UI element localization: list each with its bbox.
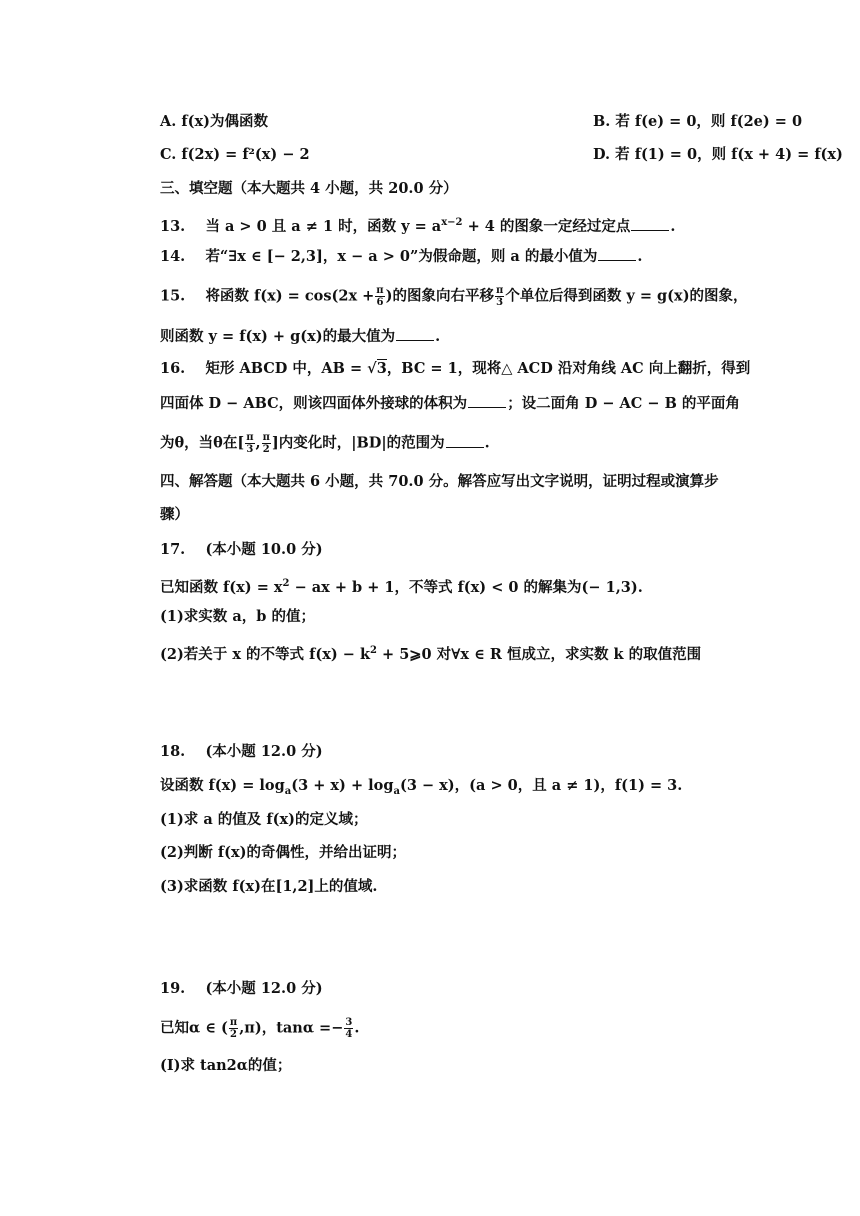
period: . <box>354 1019 360 1037</box>
log-base: a <box>284 785 292 797</box>
question-number: 13. <box>160 217 186 235</box>
q12-options-row-2 <box>160 145 843 165</box>
answer-blank <box>631 216 669 231</box>
comma: , <box>255 434 261 452</box>
score-label: (本小题 12.0 分) <box>205 980 323 997</box>
question-text: ，BC = 1，现将△ ACD 沿对角线 AC 向上翻折，得到 <box>386 360 751 377</box>
question-17-header <box>160 540 740 560</box>
question-number: 18. <box>160 743 186 760</box>
q12-options-row-1 <box>160 112 803 132</box>
section-4-heading: 四、解答题（本大题共 6 小题，共 70.0 分。解答应写出文字说明，证明过程或演算步 <box>160 473 719 490</box>
question-18-header <box>160 742 740 762</box>
question-18-stem <box>160 776 740 802</box>
question-text: − ax + b + 1，不等式 f(x) < 0 的解集为(− 1,3). <box>289 578 643 596</box>
question-number: 15. <box>160 287 186 305</box>
question-text: ；设二面角 D − AC − B 的平面角 <box>507 395 740 412</box>
exponent: 2 <box>282 578 290 589</box>
question-number: 19. <box>160 980 186 997</box>
question-text: (2)若关于 x 的不等式 f(x) − k <box>160 645 370 663</box>
period: . <box>670 217 676 235</box>
question-15-line-2 <box>160 326 740 347</box>
period: . <box>637 248 643 265</box>
question-16 <box>160 359 751 379</box>
question-13 <box>160 213 740 237</box>
period: . <box>435 328 441 345</box>
question-text: 当 a > 0 且 a ≠ 1 时，函数 y = a <box>205 217 442 235</box>
fraction-pi-6: $\frac{\pi}{6}$ <box>376 285 384 308</box>
exponent: x−2 <box>441 217 463 228</box>
option-b: B. 若 f(e) = 0，则 f(2e) = 0 <box>593 113 803 130</box>
answer-blank <box>468 393 506 408</box>
question-text: 已知函数 f(x) = x <box>160 578 283 596</box>
fraction-pi-2: $\frac{\pi}{2}$ <box>262 432 270 455</box>
fraction-pi-2: $\frac{\pi}{2}$ <box>229 1017 238 1040</box>
exponent: 2 <box>370 645 377 656</box>
answer-blank <box>598 246 636 261</box>
option-c: C. f(2x) = f²(x) − 2 <box>160 146 310 163</box>
question-text: 为θ，当θ在[ <box>160 434 245 452</box>
question-19-part-1: (Ⅰ)求 tan2α的值； <box>160 1057 292 1074</box>
question-17-part-2 <box>160 641 740 665</box>
question-text: + 5⩾0 对∀x ∈ R 恒成立，求实数 k 的取值范围 <box>376 645 702 663</box>
score-label: (本小题 12.0 分) <box>205 743 323 760</box>
answer-blank <box>396 326 434 341</box>
question-text: (3 + x) + log <box>291 777 394 794</box>
fraction-pi-3: $\frac{\pi}{3}$ <box>246 432 254 455</box>
question-text: ,π)，tanα =− <box>239 1019 344 1037</box>
question-text: 设函数 f(x) = log <box>160 777 285 794</box>
question-text: )的图象向右平移 <box>385 287 494 305</box>
fraction-3-4: $\frac{3}{4}$ <box>345 1017 353 1040</box>
question-19-stem <box>160 1017 740 1040</box>
question-number: 17. <box>160 541 186 558</box>
score-label: (本小题 10.0 分) <box>205 541 323 558</box>
option-d: D. 若 f(1) = 0，则 f(x + 4) = f(x) <box>593 146 843 163</box>
section-4-heading-cont: 骤） <box>160 506 189 523</box>
question-text: + 4 的图象一定经过定点 <box>462 217 631 235</box>
question-18-part-2: (2)判断 f(x)的奇偶性，并给出证明； <box>160 844 406 861</box>
log-base: a <box>393 785 400 797</box>
question-18-part-3: (3)求函数 f(x)在[1,2]上的值域. <box>160 878 378 895</box>
question-text: 将函数 f(x) = cos(2x + <box>205 287 375 305</box>
question-text: (3 − x)，(a > 0，且 a ≠ 1)，f(1) = 3. <box>399 777 683 794</box>
question-text: 则函数 y = f(x) + g(x)的最大值为 <box>160 328 396 345</box>
question-18-part-1: (1)求 a 的值及 f(x)的定义域； <box>160 811 368 828</box>
question-16-line-3 <box>160 432 740 455</box>
question-17-part-1: (1)求实数 a，b 的值； <box>160 608 315 625</box>
question-text: 矩形 ABCD 中，AB = √ <box>205 360 377 377</box>
section-3-heading: 三、填空题（本大题共 4 小题，共 20.0 分） <box>160 180 458 197</box>
question-16-line-2 <box>160 393 740 414</box>
question-17-stem <box>160 574 740 598</box>
answer-blank <box>446 433 484 448</box>
question-number: 16. <box>160 360 186 377</box>
period: . <box>484 434 490 452</box>
question-14 <box>160 246 740 267</box>
question-text: ]内变化时，|BD|的范围为 <box>271 434 445 452</box>
question-15 <box>160 285 748 308</box>
question-text: 个单位后得到函数 y = g(x)的图象， <box>505 287 748 305</box>
question-text: 若“∃x ∈ [− 2,3]，x − a > 0”为假命题，则 a 的最小值为 <box>205 248 598 265</box>
option-a: A. f(x)为偶函数 <box>160 113 268 130</box>
question-19-header <box>160 979 740 999</box>
question-text: 四面体 D − ABC，则该四面体外接球的体积为 <box>160 395 468 412</box>
sqrt-radicand: 3 <box>376 360 387 377</box>
fraction-pi-3: $\frac{\pi}{3}$ <box>496 285 504 308</box>
question-text: 已知α ∈ ( <box>160 1019 228 1037</box>
question-number: 14. <box>160 248 186 265</box>
